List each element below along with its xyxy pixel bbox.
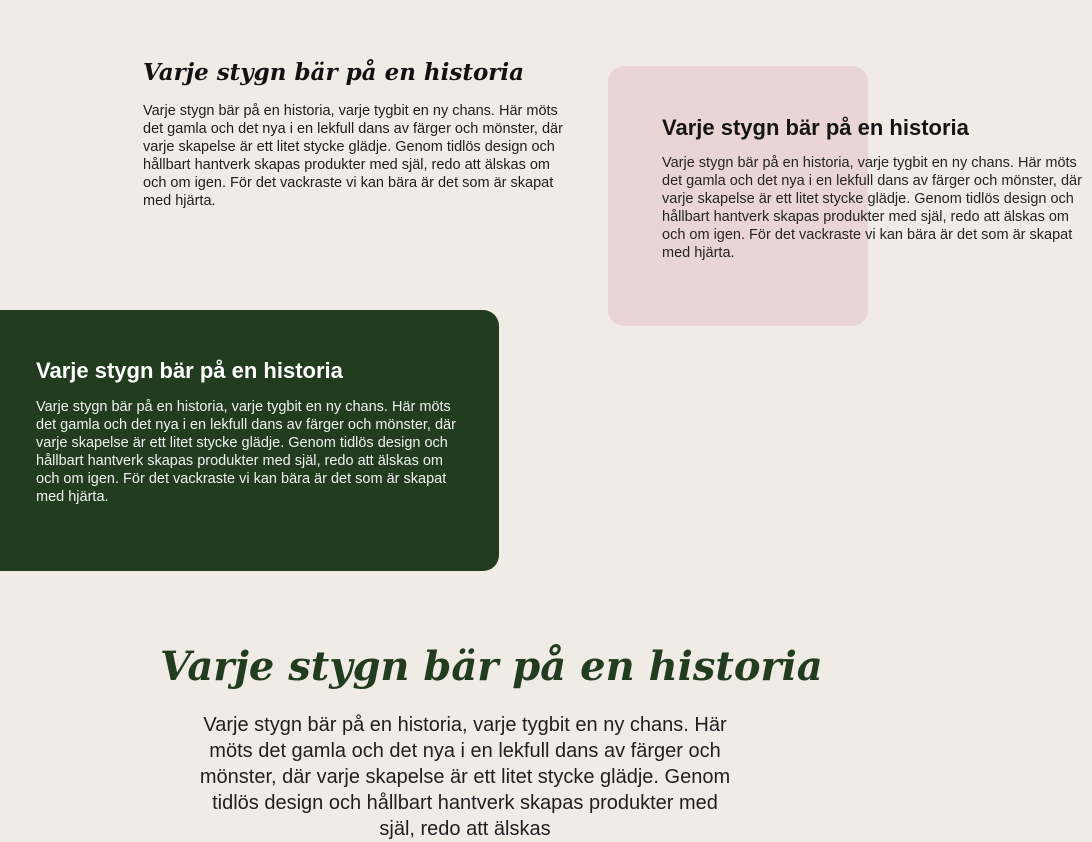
green-card-heading: Varje stygn bär på en historia (36, 358, 343, 383)
script-heading: Varje stygn bär på en historia (143, 59, 525, 86)
centered-text-block (160, 640, 823, 842)
centered-paragraph: Varje stygn bär på en historia, varje tygbit en ny chans. Här möts det gamla och det nya i en lekfull dans av färger och mönster, där varje skapelse är ett litet stycke glädje. Genom tidlös design och hållbart hantverk skapas produkter med själ, redo att älskas (199, 714, 731, 840)
pink-card-heading: Varje stygn bär på en historia (662, 115, 969, 140)
body-paragraph: Varje stygn bär på en historia, varje tygbit en ny chans. Här möts det gamla och det nya i en lekfull dans av färger och mönster, där varje skapelse är ett litet stycke glädje. Genom tidlös design och hållbart hantverk skapas produkter med själ, redo att älskas om och om igen. För det vackraste vi kan bära är det som är skapat med hjärta. (143, 103, 563, 209)
pink-card (608, 66, 1082, 326)
green-card-content (36, 356, 466, 506)
pink-card-content (662, 114, 1092, 262)
pink-card-paragraph: Varje stygn bär på en historia, varje tygbit en ny chans. Här möts det gamla och det nya i en lekfull dans av färger och mönster, där varje skapelse är ett litet stycke glädje. Genom tidlös design och hållbart hantverk skapas produkter med själ, redo att älskas om och om igen. För det vackraste vi kan bära är det som är skapat med hjärta. (662, 155, 1082, 261)
green-card-paragraph: Varje stygn bär på en historia, varje tygbit en ny chans. Här möts det gamla och det nya i en lekfull dans av färger och mönster, där varje skapelse är ett litet stycke glädje. Genom tidlös design och hållbart hantverk skapas produkter med själ, redo att älskas om och om igen. För det vackraste vi kan bära är det som är skapat med hjärta. (36, 399, 456, 505)
text-block-script (143, 58, 573, 210)
green-card (0, 310, 499, 571)
centered-script-heading: Varje stygn bär på en historia (160, 643, 823, 690)
